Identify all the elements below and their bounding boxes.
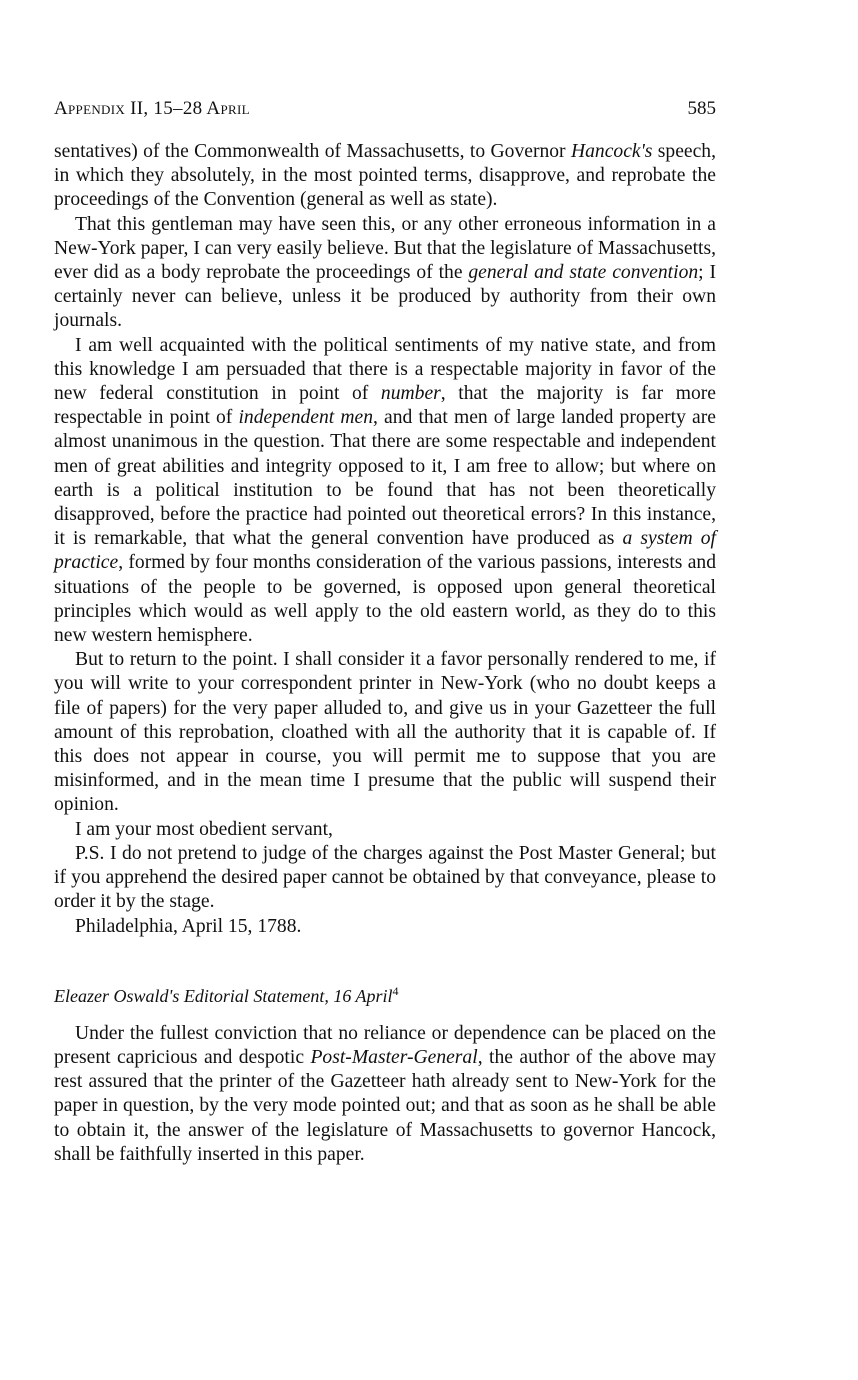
- section-heading: [54, 979, 716, 1008]
- closing: I am your most obedient servant,: [75, 818, 333, 840]
- letter-body: [54, 140, 716, 939]
- italic-text: Hancock's: [570, 141, 653, 162]
- running-title: Appendix II, 15–28 April: [54, 98, 250, 119]
- running-head: [54, 98, 716, 128]
- text-run: speech, in which they absolutely, in the most pointed terms, disapprove, and reprobate the proceedings of the Convention (general as well as state).: [54, 141, 717, 211]
- text-run: Under the fullest conviction that no reliance or dependence can be placed on the present capricious and despotic: [54, 1022, 716, 1068]
- italic-text: general and state convention: [468, 262, 699, 284]
- paragraph-continued: [54, 140, 716, 213]
- text-run: , formed by four months consideration of the various passions, interests and situations of the people to be governed, is opposed upon general theoretical principles which would as well apply to the old eastern world, as they do to this new western hemisphere.: [54, 552, 716, 647]
- text-run: ; I certainly never can believe, unless it be produced by authority from their own journals.: [54, 262, 716, 332]
- paragraph: [54, 334, 716, 649]
- text-run: sentatives) of the Commonwealth of Massachusetts, to Governor: [54, 141, 571, 162]
- section-title: Eleazer Oswald's Editorial Statement, 16 April: [54, 985, 393, 1006]
- document-page: [54, 98, 716, 1167]
- section-body: [54, 1022, 716, 1167]
- italic-text: Post-Master-General: [310, 1046, 478, 1068]
- italic-text: number: [380, 383, 441, 405]
- text-run: , the author of the above may rest assured that the printer of the Gazetteer hath already sent to New-York for the paper in question, by the very mode pointed out; and that as soon as he shall be able to obtain it, the answer of the legislature of Massachusetts to governor Hancock, shall be faithfully inserted in this paper.: [54, 1046, 717, 1165]
- footnote-ref: 4: [392, 983, 399, 998]
- postscript: P.S. I do not pretend to judge of the charges against the Post Master General; but if you apprehend the desired paper cannot be obtained by that conveyance, please to order it by the stage.: [54, 842, 716, 913]
- text-run: , that the majority is far more respectable in point of: [54, 383, 716, 429]
- paragraph: But to return to the point. I shall consider it a favor personally rendered to me, if you will write to your correspondent printer in New-York (who no doubt keeps a file of papers) for the very paper alluded to, and give us in your Gazetteer the full amount of this reprobation, cloathed with all the authority that it is capable of. If this does not appear in course, you will permit me to suppose that you are misinformed, and in the mean time I presume that the public will suspend their opinion.: [54, 649, 716, 816]
- italic-text: independent men: [238, 407, 373, 429]
- text-run: , and that men of large landed property are almost unanimous in the question. That there are some respectable and independent men of great abilities and integrity opposed to it, I am free to allow; but where on earth is a political institution to be found that has not been theoretically disapproved, before the practice had pointed out theoretical errors? In this instance, it is remarkable, that what the general convention have produced as: [54, 407, 716, 550]
- dateline: Philadelphia, April 15, 1788.: [75, 915, 302, 937]
- text-run: That this gentleman may have seen this, or any other erroneous information in a New-York paper, I can very easily believe. But that the legislature of Massachusetts, ever did as a body reprobate the proceedings of the: [54, 213, 716, 284]
- text-run: I am well acquainted with the political sentiments of my native state, and from this knowledge I am persuaded that there is a respectable majority in favor of the new federal constitution in point of: [54, 334, 716, 405]
- italic-text: a system of practice: [54, 528, 716, 574]
- paragraph: [54, 213, 716, 334]
- page-number: 585: [687, 98, 716, 119]
- paragraph: [54, 1022, 716, 1167]
